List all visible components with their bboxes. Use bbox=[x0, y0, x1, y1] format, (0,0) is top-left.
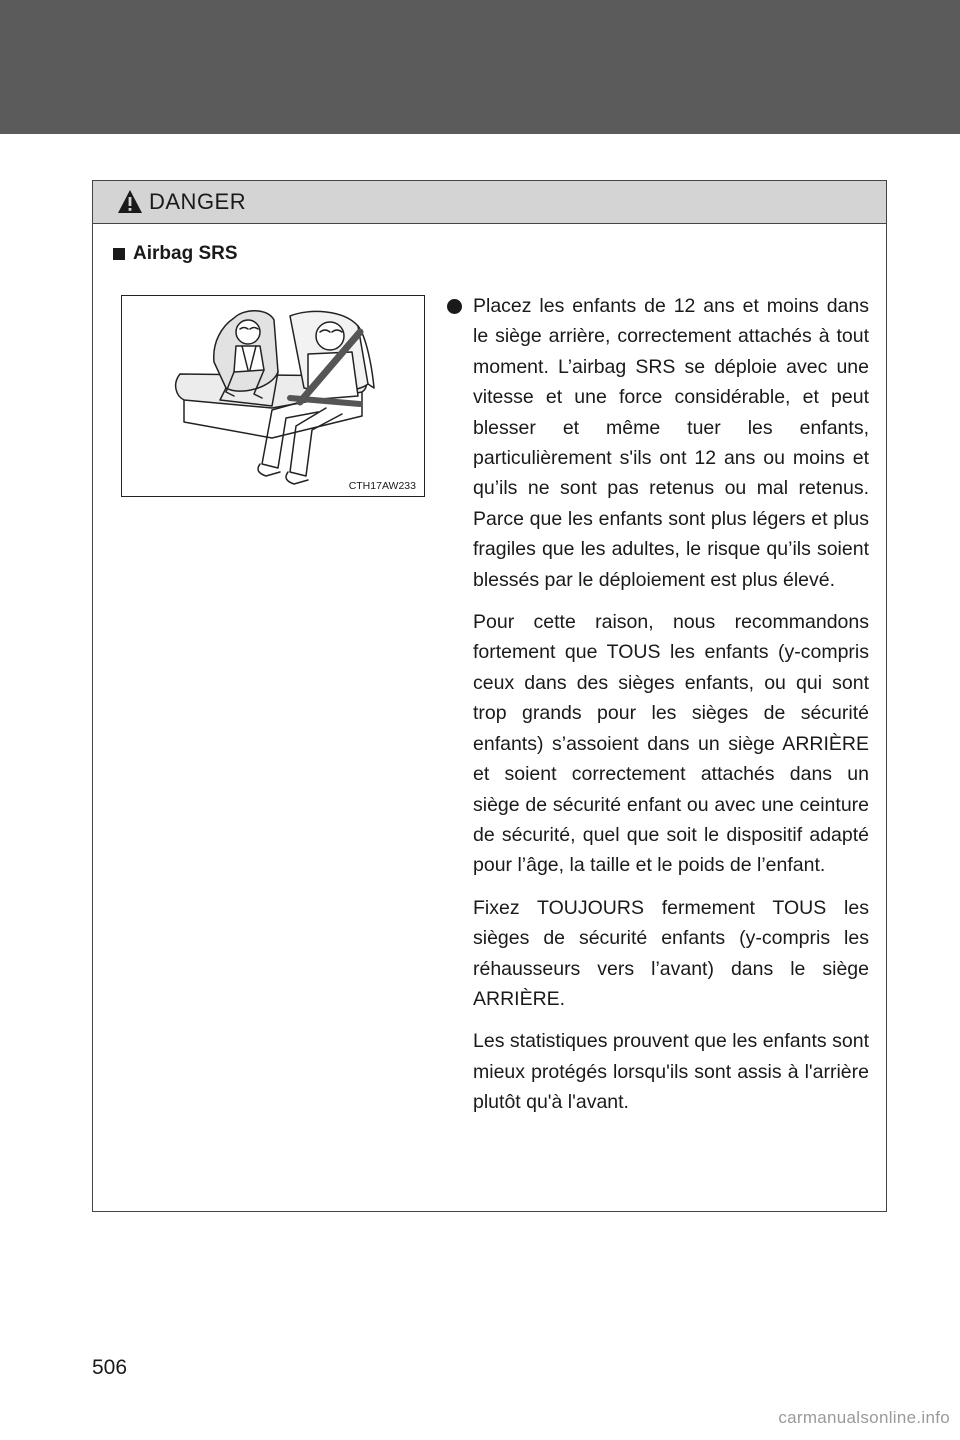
section-heading bbox=[113, 243, 238, 265]
danger-label: DANGER bbox=[149, 189, 247, 214]
warning-paragraph-2: Pour cette raison, nous recommandons fortement que TOUS les enfants (y-compris ceux dans des sièges enfants, ou qui sont trop grands pour les sièges de sécurité enfants) s’assoient dans un siège ARRIÈRE et soient correctement attachés dans un siège de sécurité enfant ou avec une ceinture de sécurité, quel que soit le dispositif adapté pour l’âge, la taille et le poids de l’enfant. bbox=[473, 611, 869, 877]
square-bullet-icon bbox=[113, 248, 125, 260]
child-seat-drawing bbox=[122, 296, 424, 496]
warning-paragraph-4: Les statistiques prouvent que les enfants sont mieux protégés lorsqu'ils sont assis à l'arrière plutôt qu'à l'avant. bbox=[473, 1030, 869, 1114]
warning-triangle-icon bbox=[117, 189, 143, 215]
section-heading-text: Airbag SRS bbox=[133, 243, 238, 264]
watermark: carmanualsonline.info bbox=[778, 1408, 950, 1427]
warning-paragraph-3: Fixez TOUJOURS fermement TOUS les sièges de sécurité enfants (y-compris les réhausseurs vers l’avant) dans le siège ARRIÈRE. bbox=[473, 896, 869, 1010]
round-bullet-icon bbox=[447, 299, 462, 314]
warning-bullet-item bbox=[445, 291, 869, 1118]
danger-header bbox=[93, 181, 886, 224]
top-banner bbox=[0, 0, 960, 134]
page-number: 506 bbox=[92, 1356, 128, 1379]
child-seat-illustration bbox=[121, 295, 425, 497]
figure-code: CTH17AW233 bbox=[348, 480, 416, 492]
danger-warning-box bbox=[92, 180, 887, 1212]
warning-text-column bbox=[445, 291, 869, 1130]
warning-paragraph-1: Placez les enfants de 12 ans et moins dans le siège arrière, correctement attachés à tout moment. L’airbag SRS se déploie avec une vitesse et une force considérable, et peut blesser et même tuer les enfants, particulièrement s'ils ont 12 ans ou moins et qu’ils ne sont pas retenus ou mal retenus. Parce que les enfants sont plus légers et plus fragiles que les adultes, le risque qu’ils soient blessés par le déploiement est plus élevé. bbox=[473, 295, 869, 591]
